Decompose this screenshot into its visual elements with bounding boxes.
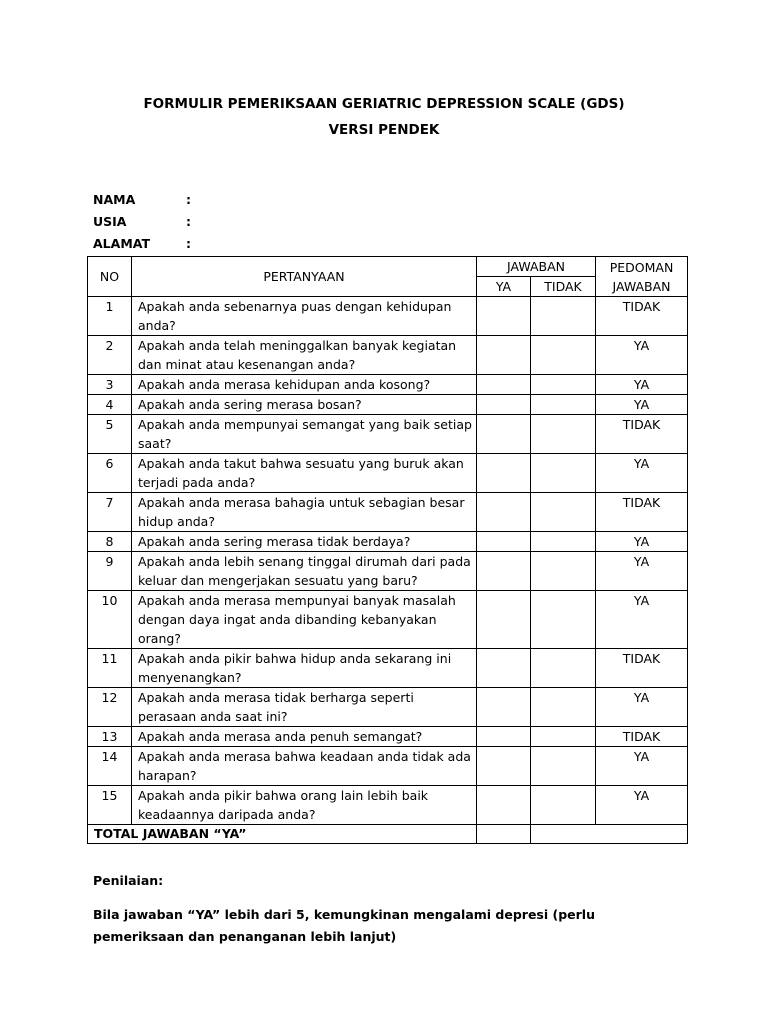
header-yes: YA: [477, 277, 531, 297]
answer-no-cell[interactable]: [531, 395, 596, 415]
table-row: [88, 727, 688, 747]
answer-no-cell[interactable]: [531, 336, 596, 375]
row-guide: YA: [596, 747, 688, 786]
row-question: Apakah anda sering merasa tidak berdaya?: [132, 532, 477, 552]
row-question: Apakah anda sebenarnya puas dengan kehidupan anda?: [132, 297, 477, 336]
table-row: [88, 747, 688, 786]
row-question: Apakah anda pikir bahwa orang lain lebih baik keadaannya daripada anda?: [132, 786, 477, 825]
answer-yes-cell[interactable]: [477, 649, 531, 688]
answer-no-cell[interactable]: [531, 493, 596, 532]
row-guide: YA: [596, 395, 688, 415]
form-title: FORMULIR PEMERIKSAAN GERIATRIC DEPRESSION SCALE (GDS): [143, 96, 625, 112]
row-question: Apakah anda pikir bahwa hidup anda sekarang ini menyenangkan?: [132, 649, 477, 688]
row-question: Apakah anda takut bahwa sesuatu yang buruk akan terjadi pada anda?: [132, 454, 477, 493]
answer-no-cell[interactable]: [531, 297, 596, 336]
row-question: Apakah anda telah meninggalkan banyak kegiatan dan minat atau kesenangan anda?: [132, 336, 477, 375]
row-number: 2: [88, 336, 132, 375]
row-guide: TIDAK: [596, 493, 688, 532]
field-label: USIA: [93, 214, 127, 229]
table-row: [88, 532, 688, 552]
answer-no-cell[interactable]: [531, 454, 596, 493]
row-question: Apakah anda merasa mempunyai banyak masalah dengan daya ingat anda dibanding kebanyakan orang?: [132, 591, 477, 649]
assessment-heading: Penilaian:: [93, 873, 164, 888]
row-number: 12: [88, 688, 132, 727]
gds-table: [87, 256, 688, 844]
field-label: ALAMAT: [93, 236, 150, 251]
answer-yes-cell[interactable]: [477, 415, 531, 454]
row-question: Apakah anda merasa tidak berharga seperti perasaan anda saat ini?: [132, 688, 477, 727]
field-colon: :: [186, 214, 191, 229]
total-yes-cell[interactable]: [477, 825, 531, 844]
answer-no-cell[interactable]: [531, 375, 596, 395]
answer-yes-cell[interactable]: [477, 786, 531, 825]
row-number: 7: [88, 493, 132, 532]
row-guide: YA: [596, 375, 688, 395]
row-question: Apakah anda merasa kehidupan anda kosong?: [132, 375, 477, 395]
row-question: Apakah anda merasa bahagia untuk sebagian besar hidup anda?: [132, 493, 477, 532]
row-number: 3: [88, 375, 132, 395]
row-number: 15: [88, 786, 132, 825]
table-row: [88, 415, 688, 454]
answer-no-cell[interactable]: [531, 591, 596, 649]
total-label: TOTAL JAWABAN “YA”: [88, 825, 477, 844]
answer-no-cell[interactable]: [531, 727, 596, 747]
answer-yes-cell[interactable]: [477, 532, 531, 552]
answer-yes-cell[interactable]: [477, 297, 531, 336]
table-row: [88, 297, 688, 336]
table-row: [88, 552, 688, 591]
row-number: 1: [88, 297, 132, 336]
table-row: [88, 591, 688, 649]
field-label: NAMA: [93, 192, 136, 207]
table-row: [88, 786, 688, 825]
table-row: [88, 649, 688, 688]
answer-yes-cell[interactable]: [477, 336, 531, 375]
row-number: 14: [88, 747, 132, 786]
answer-no-cell[interactable]: [531, 688, 596, 727]
row-number: 8: [88, 532, 132, 552]
table-row: [88, 688, 688, 727]
answer-no-cell[interactable]: [531, 532, 596, 552]
row-question: Apakah anda merasa bahwa keadaan anda tidak ada harapan?: [132, 747, 477, 786]
total-empty-cell: [531, 825, 688, 844]
answer-yes-cell[interactable]: [477, 395, 531, 415]
assessment-rule: Bila jawaban “YA” lebih dari 5, kemungkinan mengalami depresi (perlu pemeriksaan dan penanganan lebih lanjut): [93, 907, 595, 944]
row-guide: YA: [596, 688, 688, 727]
answer-yes-cell[interactable]: [477, 747, 531, 786]
table-row: [88, 395, 688, 415]
field-colon: :: [186, 192, 191, 207]
row-number: 9: [88, 552, 132, 591]
answer-no-cell[interactable]: [531, 786, 596, 825]
row-guide: TIDAK: [596, 297, 688, 336]
row-guide: YA: [596, 336, 688, 375]
table-row: [88, 493, 688, 532]
answer-no-cell[interactable]: [531, 747, 596, 786]
row-guide: YA: [596, 552, 688, 591]
table-row: [88, 375, 688, 395]
row-question: Apakah anda mempunyai semangat yang baik setiap saat?: [132, 415, 477, 454]
row-number: 5: [88, 415, 132, 454]
header-guide: PEDOMAN JAWABAN: [596, 257, 688, 297]
answer-yes-cell[interactable]: [477, 375, 531, 395]
answer-yes-cell[interactable]: [477, 727, 531, 747]
form-subtitle: VERSI PENDEK: [328, 122, 440, 138]
header-no-answer: TIDAK: [531, 277, 596, 297]
row-guide: YA: [596, 786, 688, 825]
answer-no-cell[interactable]: [531, 649, 596, 688]
row-number: 11: [88, 649, 132, 688]
row-question: Apakah anda sering merasa bosan?: [132, 395, 477, 415]
header-no: NO: [88, 257, 132, 297]
row-number: 4: [88, 395, 132, 415]
table-row: [88, 336, 688, 375]
table-row: [88, 454, 688, 493]
answer-yes-cell[interactable]: [477, 493, 531, 532]
row-guide: YA: [596, 532, 688, 552]
row-guide: TIDAK: [596, 415, 688, 454]
row-question: Apakah anda merasa anda penuh semangat?: [132, 727, 477, 747]
answer-no-cell[interactable]: [531, 415, 596, 454]
row-number: 13: [88, 727, 132, 747]
answer-yes-cell[interactable]: [477, 454, 531, 493]
answer-yes-cell[interactable]: [477, 591, 531, 649]
row-number: 10: [88, 591, 132, 649]
answer-no-cell[interactable]: [531, 552, 596, 591]
field-usia: [93, 214, 191, 229]
row-question: Apakah anda lebih senang tinggal dirumah dari pada keluar dan mengerjakan sesuatu yang baru?: [132, 552, 477, 591]
field-nama: [93, 192, 191, 207]
row-guide: YA: [596, 591, 688, 649]
row-number: 6: [88, 454, 132, 493]
header-answer: JAWABAN: [477, 257, 596, 277]
answer-yes-cell[interactable]: [477, 688, 531, 727]
header-question: PERTANYAAN: [132, 257, 477, 297]
row-guide: TIDAK: [596, 727, 688, 747]
row-guide: YA: [596, 454, 688, 493]
answer-yes-cell[interactable]: [477, 552, 531, 591]
row-guide: TIDAK: [596, 649, 688, 688]
field-alamat: [93, 236, 191, 251]
field-colon: :: [186, 236, 191, 251]
